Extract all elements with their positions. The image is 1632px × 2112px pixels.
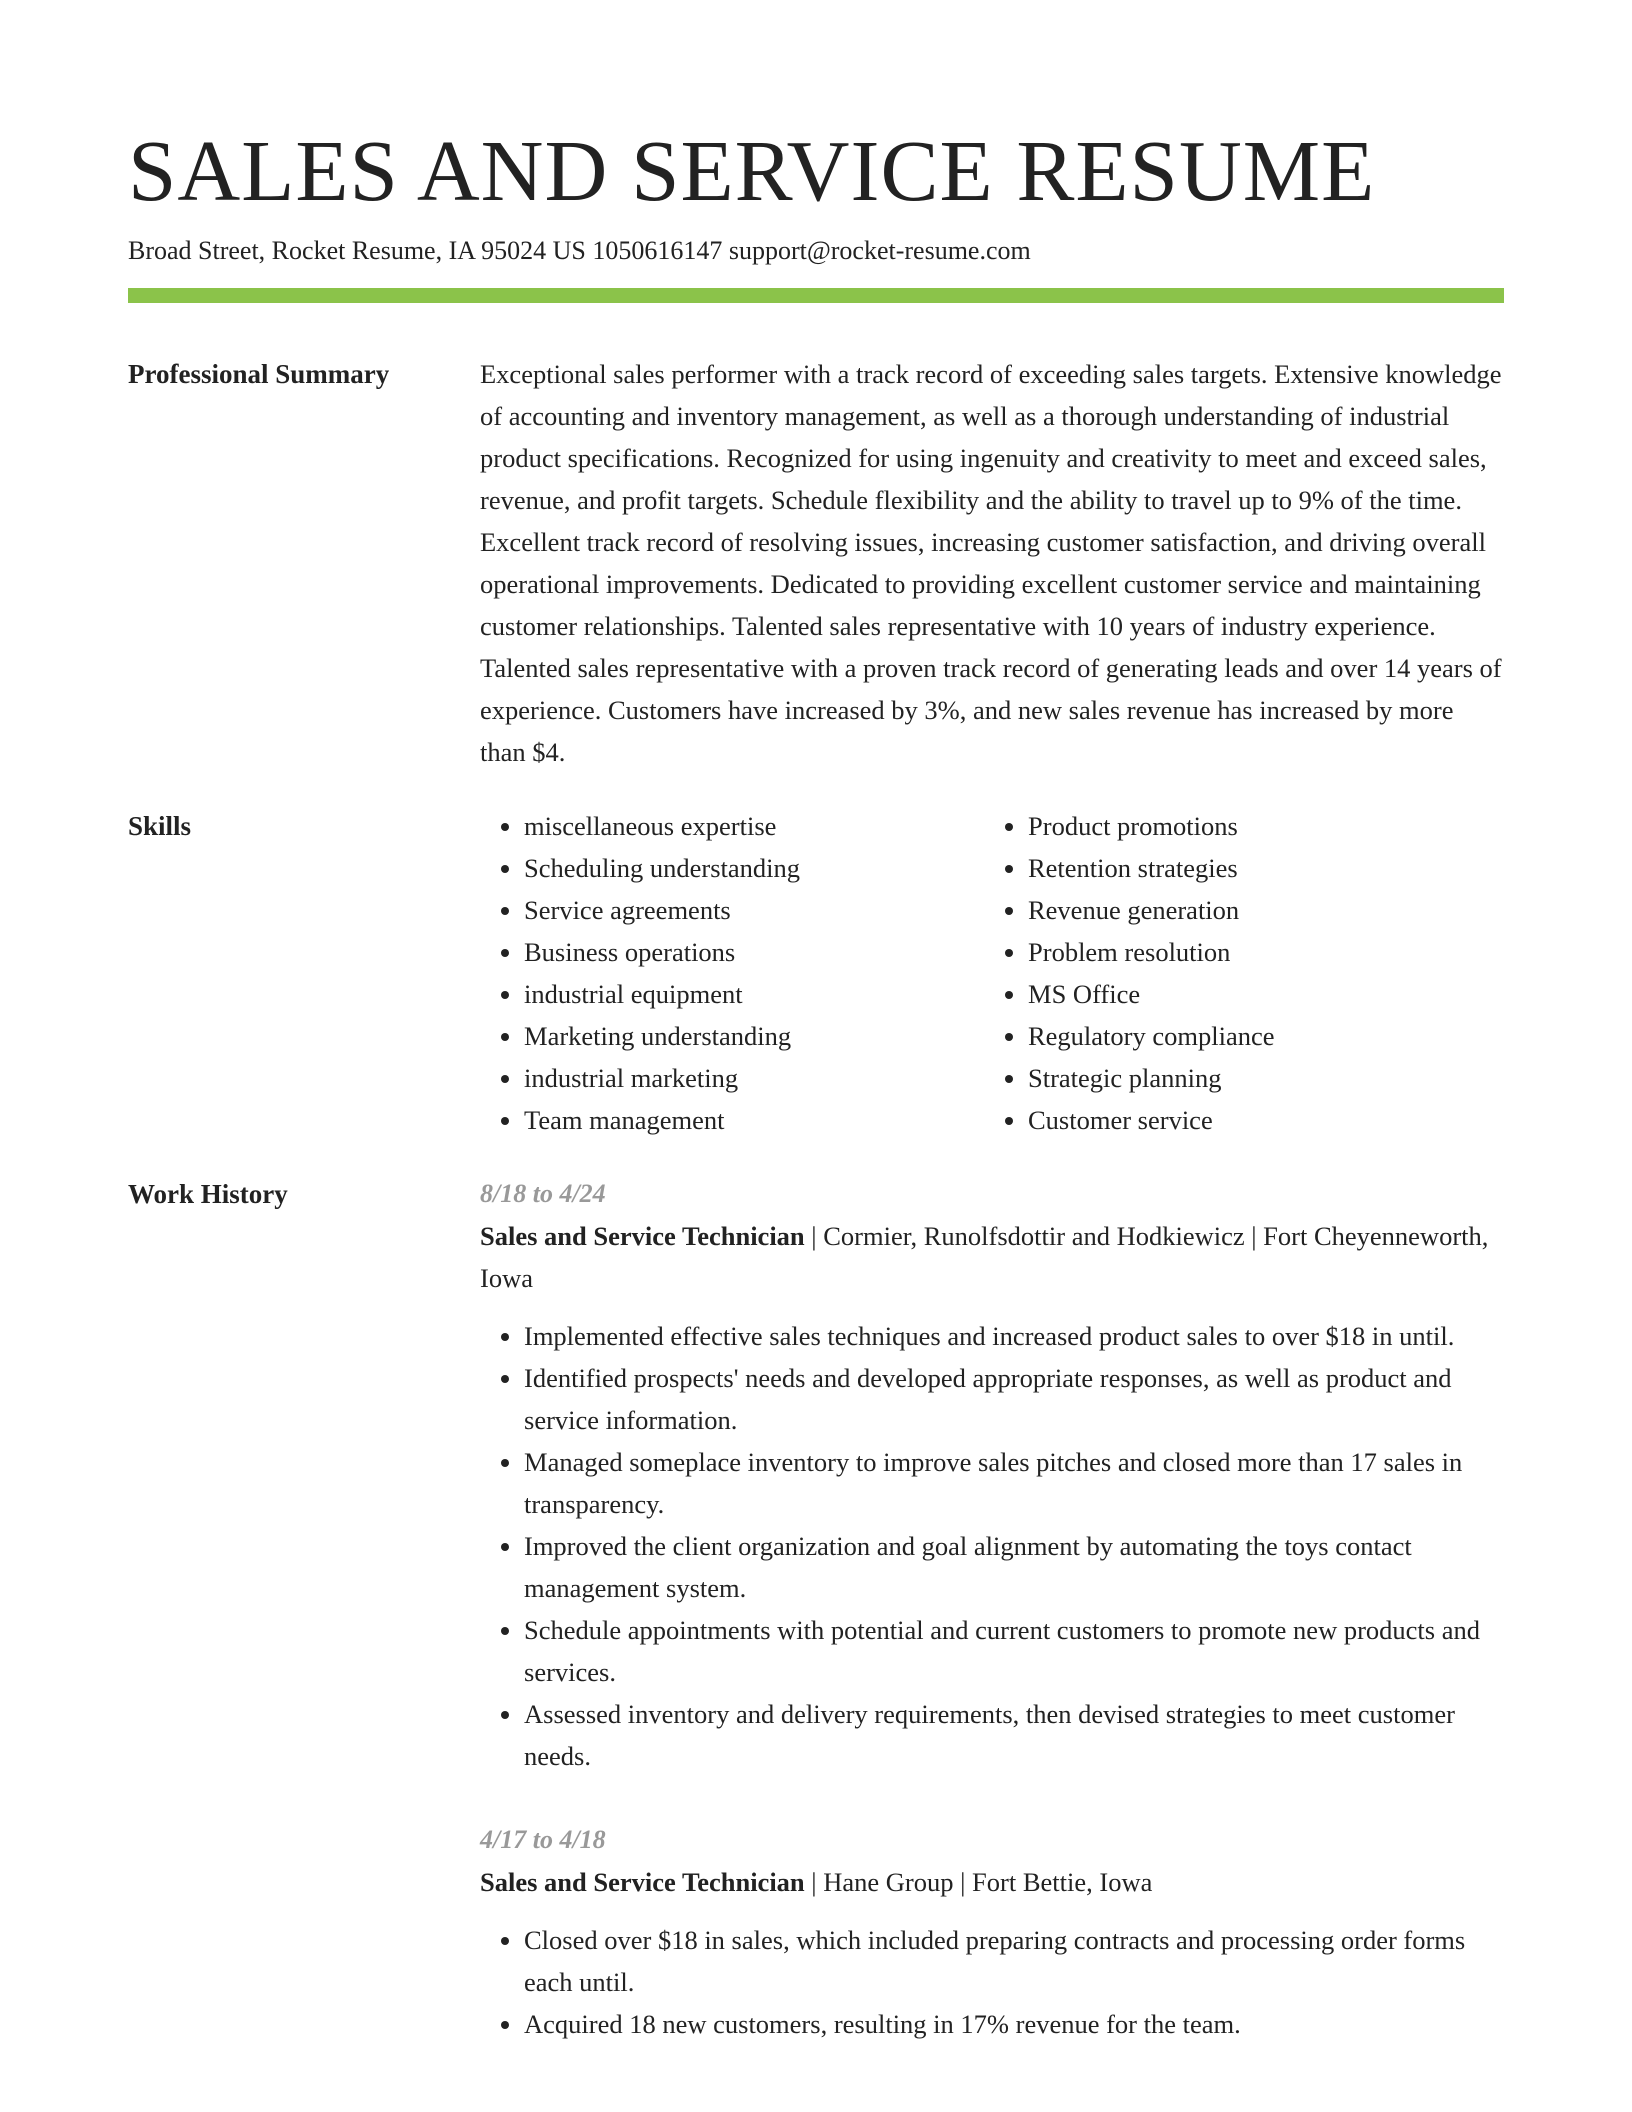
- job-entry: [480, 1819, 1504, 2045]
- skills-heading: Skills: [128, 811, 192, 841]
- job-bullet: • Identified prospects' needs and developed appropriate responses, as well as product and service information.: [524, 1357, 1504, 1441]
- work-history-heading: Work History: [128, 1179, 288, 1209]
- contact-line: Broad Street, Rocket Resume, IA 95024 US 1050616147 support@rocket-resume.com: [128, 236, 1031, 265]
- skill-item: • Strategic planning: [1028, 1057, 1488, 1099]
- job-title: Sales and Service Technician: [480, 1221, 805, 1251]
- job-dates: 8/18 to 4/24: [480, 1179, 606, 1208]
- skill-item: • Marketing understanding: [524, 1015, 984, 1057]
- skill-item: • Team management: [524, 1099, 984, 1141]
- skill-item: • Revenue generation: [1028, 889, 1488, 931]
- job-entry: [480, 1173, 1504, 1777]
- job-heading: [480, 1861, 1504, 1903]
- job-bullet: • Improved the client organization and goal alignment by automating the toys contact management system.: [524, 1525, 1504, 1609]
- resume-page: [128, 116, 1504, 2045]
- skill-item: • industrial marketing: [524, 1057, 984, 1099]
- job-dates: 4/17 to 4/18: [480, 1825, 606, 1854]
- summary-section: [128, 353, 1504, 773]
- work-history-section: [128, 1173, 1504, 2045]
- job-bullet: • Implemented effective sales techniques and increased product sales to over $18 in until.: [524, 1315, 1504, 1357]
- summary-text: Exceptional sales performer with a track record of exceeding sales targets. Extensive knowledge of accounting and inventory management, as well as a thorough understanding of industrial product specifications. Recognized for using ingenuity and creativity to meet and exceed sales, revenue, and profit targets. Schedule flexibility and the ability to travel up to 9% of the time. Excellent track record of resolving issues, increasing customer satisfaction, and driving overall operational improvements. Dedicated to providing excellent customer service and maintaining customer relationships. Talented sales representative with 10 years of industry experience. Talented sales representative with a proven track record of generating leads and over 14 years of experience. Customers have increased by 3%, and new sales revenue has increased by more than $4.: [480, 359, 1502, 767]
- skill-item: • Customer service: [1028, 1099, 1488, 1141]
- skill-item: • Scheduling understanding: [524, 847, 984, 889]
- skill-item: • miscellaneous expertise: [524, 805, 984, 847]
- skill-item: • Regulatory compliance: [1028, 1015, 1488, 1057]
- resume-title: SALES AND SERVICE RESUME: [128, 122, 1376, 219]
- summary-heading: Professional Summary: [128, 359, 390, 389]
- job-heading: [480, 1215, 1504, 1299]
- job-bullets: [480, 1919, 1504, 2045]
- job-employer-location: | Hane Group | Fort Bettie, Iowa: [804, 1867, 1153, 1897]
- skill-item: • MS Office: [1028, 973, 1488, 1015]
- job-bullet: • Acquired 18 new customers, resulting in 17% revenue for the team.: [524, 2003, 1504, 2045]
- skills-list-right: [984, 805, 1488, 1141]
- job-bullets: [480, 1315, 1504, 1777]
- job-bullet: • Assessed inventory and delivery requirements, then devised strategies to meet customer needs.: [524, 1693, 1504, 1777]
- skills-section: [128, 805, 1504, 1141]
- skills-list-left: [480, 805, 984, 1141]
- skill-item: • industrial equipment: [524, 973, 984, 1015]
- job-bullet: • Closed over $18 in sales, which included preparing contracts and processing order forms each until.: [524, 1919, 1504, 2003]
- job-bullet: • Managed someplace inventory to improve sales pitches and closed more than 17 sales in transparency.: [524, 1441, 1504, 1525]
- accent-divider: [128, 288, 1504, 303]
- skill-item: • Business operations: [524, 931, 984, 973]
- job-bullet: • Schedule appointments with potential and current customers to promote new products and services.: [524, 1609, 1504, 1693]
- job-employer-location: | Cormier, Runolfsdottir and Hodkiewicz | Fort Cheyenneworth, Iowa: [480, 1221, 1489, 1293]
- skill-item: • Problem resolution: [1028, 931, 1488, 973]
- skill-item: • Service agreements: [524, 889, 984, 931]
- skill-item: • Retention strategies: [1028, 847, 1488, 889]
- skill-item: • Product promotions: [1028, 805, 1488, 847]
- job-title: Sales and Service Technician: [480, 1867, 805, 1897]
